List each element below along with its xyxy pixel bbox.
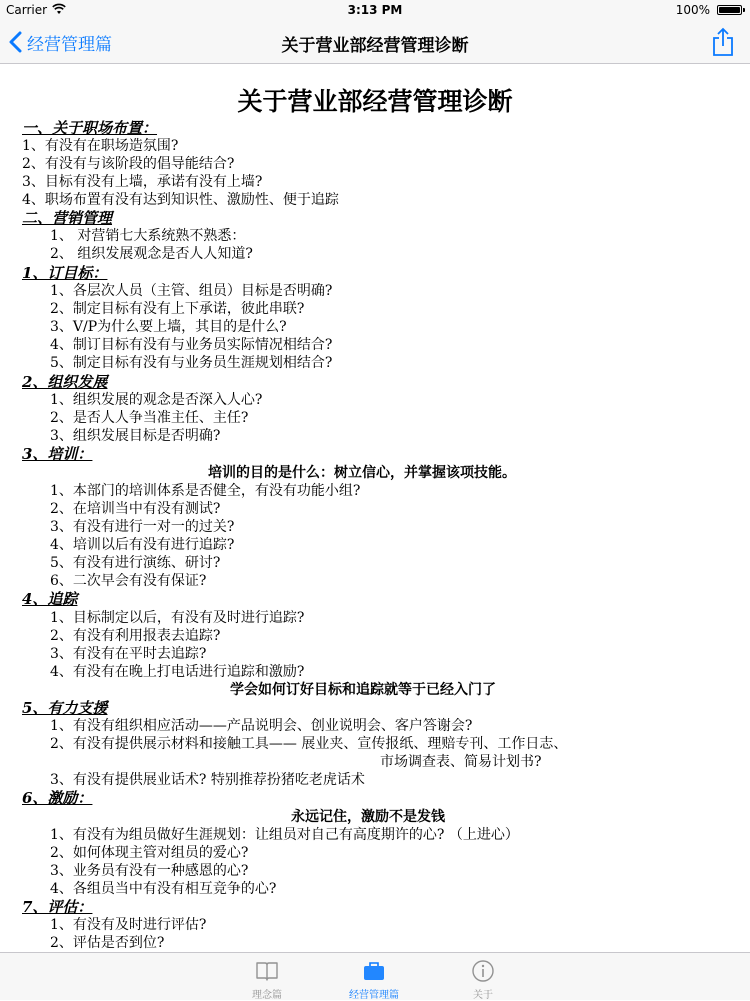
- section-heading: 2、组织发展: [22, 373, 108, 391]
- document-line: 5、制定目标有没有与业务员生涯规划相结合?: [50, 355, 333, 371]
- document-line: 3、业务员有没有一种感恩的心?: [50, 863, 249, 879]
- callout-text: 学会如何订好目标和追踪就等于已经入门了: [230, 682, 496, 698]
- share-icon[interactable]: [710, 27, 736, 57]
- document-line: 1、有没有为组员做好生涯规划：让组员对自己有高度期许的心? （上进心）: [50, 827, 519, 843]
- section-heading: 1、订目标：: [22, 264, 108, 282]
- document-line: 2、有没有利用报表去追踪?: [50, 628, 221, 644]
- document-line: 2、评估是否到位?: [50, 935, 165, 951]
- nav-title: 关于营业部经营管理诊断: [281, 36, 469, 56]
- chevron-left-icon: [8, 31, 22, 53]
- navigation-bar: [0, 20, 750, 64]
- document-line: 2、如何体现主管对组员的爱心?: [50, 845, 249, 861]
- tab-about[interactable]: 关于: [473, 990, 493, 1001]
- document-line: 1、 对营销七大系统熟不熟悉：: [50, 228, 246, 244]
- document-line: 1、组织发展的观念是否深入人心?: [50, 392, 263, 408]
- document-line: 3、有没有在平时去追踪?: [50, 646, 207, 662]
- status-bar: [0, 0, 750, 20]
- document-line: 4、有没有在晚上打电话进行追踪和激励?: [50, 664, 305, 680]
- document-line: 2、在培训当中有没有测试?: [50, 501, 221, 517]
- document-line: 3、组织发展目标是否明确?: [50, 428, 221, 444]
- document-line: 1、本部门的培训体系是否健全，有没有功能小组?: [50, 483, 361, 499]
- battery-percent: 100%: [675, 3, 710, 17]
- document-line: 2、有没有提供展示材料和接触工具—— 展业夹、宣传报纸、理赔专刊、工作日志、: [50, 736, 568, 752]
- tab-management[interactable]: 经营管理篇: [349, 990, 399, 1001]
- document-line: 6、二次早会有没有保证?: [50, 573, 207, 589]
- section-heading: 7、评估：: [22, 898, 93, 916]
- document-line: 1、各层次人员（主管、组员）目标是否明确?: [50, 283, 333, 299]
- section-heading: 二、营销管理: [22, 209, 113, 227]
- section-heading: 一、关于职场布置：: [22, 119, 158, 137]
- briefcase-icon: [361, 958, 387, 984]
- section-heading: 5、有力支援: [22, 699, 108, 717]
- document-line: 1、有没有及时进行评估?: [50, 917, 207, 933]
- document-line: 3、目标有没有上墙，承诺有没有上墙?: [22, 174, 263, 190]
- document-line: 1、有没有组织相应活动——产品说明会、创业说明会、客户答谢会?: [50, 718, 473, 734]
- tab-bar: [0, 952, 750, 1000]
- section-heading: 4、追踪: [22, 590, 78, 608]
- book-icon: [254, 958, 280, 984]
- document-line: 4、制订目标有没有与业务员实际情况相结合?: [50, 337, 333, 353]
- document-line: 4、职场布置有没有达到知识性、激励性、便于追踪: [22, 192, 339, 208]
- document-line: 2、有没有与该阶段的倡导能结合?: [22, 156, 235, 172]
- clock: 3:13 PM: [347, 3, 403, 17]
- document-line: 3、V/P为什么要上墙，其目的是什么?: [50, 319, 287, 335]
- document-line: 3、有没有提供展业话术? 特别推荐扮猪吃老虎话术: [50, 772, 365, 788]
- back-button-label: 经营管理篇: [27, 34, 112, 55]
- document-line: 1、有没有在职场造氛围?: [22, 138, 179, 154]
- document-line: 2、是否人人争当准主任、主任?: [50, 410, 249, 426]
- callout-text: 培训的目的是什么：树立信心，并掌握该项技能。: [208, 465, 516, 481]
- carrier-label: Carrier: [6, 3, 48, 17]
- document-line: 2、 组织发展观念是否人人知道?: [50, 246, 253, 262]
- document-line: 4、各组员当中有没有相互竞争的心?: [50, 881, 277, 897]
- section-heading: 6、激励：: [22, 789, 93, 807]
- tab-concept[interactable]: 理念篇: [252, 990, 282, 1001]
- document-line: 4、培训以后有没有进行追踪?: [50, 537, 235, 553]
- callout-text: 永远记住，激励不是发钱: [291, 809, 445, 825]
- document-line: 5、有没有进行演练、研讨?: [50, 555, 221, 571]
- document-view[interactable]: [0, 64, 750, 952]
- document-title: 关于营业部经营管理诊断: [237, 87, 513, 116]
- battery-icon: [717, 5, 742, 15]
- document-line: 3、有没有进行一对一的过关?: [50, 519, 235, 535]
- back-button[interactable]: [8, 28, 112, 56]
- section-heading: 3、培训：: [22, 445, 93, 463]
- document-line: 1、目标制定以后，有没有及时进行追踪?: [50, 610, 305, 626]
- document-line: 市场调查表、简易计划书?: [380, 754, 542, 770]
- document-line: 2、制定目标有没有上下承诺，彼此串联?: [50, 301, 305, 317]
- info-icon: [470, 958, 496, 984]
